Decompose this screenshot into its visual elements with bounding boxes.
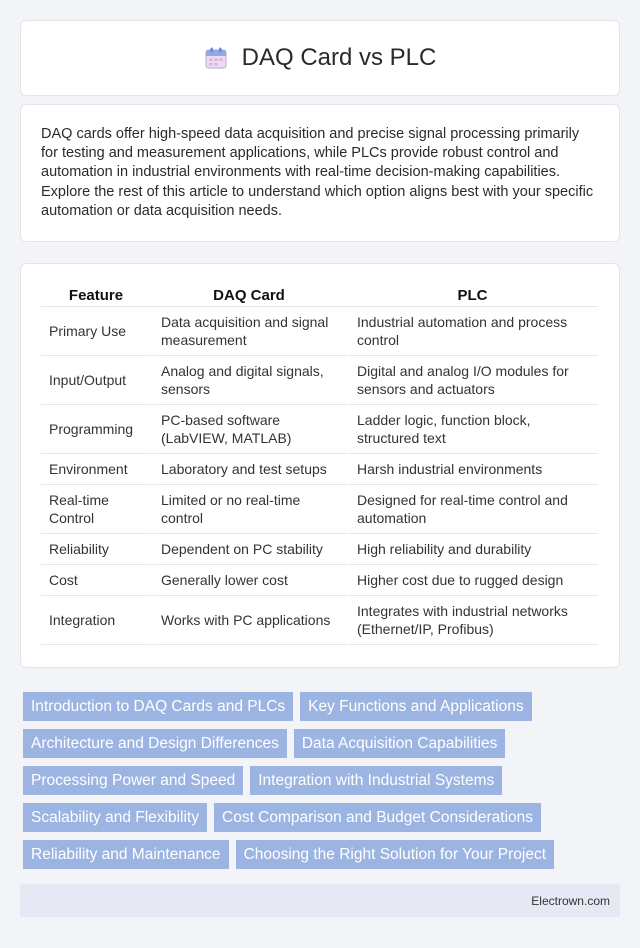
header-daq-card: DAQ Card bbox=[151, 287, 347, 307]
table-header-row bbox=[41, 287, 598, 307]
table-row bbox=[41, 307, 598, 356]
row-feature: Environment bbox=[41, 454, 151, 485]
row-feature: Cost bbox=[41, 565, 151, 596]
tag-scalability[interactable]: Scalability and Flexibility bbox=[23, 803, 207, 832]
tag-processing-power[interactable]: Processing Power and Speed bbox=[23, 766, 243, 795]
table-row bbox=[41, 596, 598, 645]
tag-data-acquisition[interactable]: Data Acquisition Capabilities bbox=[294, 729, 506, 758]
topic-tags bbox=[23, 692, 623, 869]
table-row bbox=[41, 356, 598, 405]
row-plc: Designed for real-time control and automation bbox=[347, 485, 598, 534]
row-plc: High reliability and durability bbox=[347, 534, 598, 565]
title-wrap bbox=[204, 44, 437, 72]
tag-integration[interactable]: Integration with Industrial Systems bbox=[250, 766, 502, 795]
tag-key-functions[interactable]: Key Functions and Applications bbox=[300, 692, 531, 721]
comparison-table bbox=[41, 287, 598, 645]
table-row bbox=[41, 485, 598, 534]
row-feature: Input/Output bbox=[41, 356, 151, 405]
header-card bbox=[20, 20, 620, 96]
row-daq: Works with PC applications bbox=[151, 596, 347, 645]
footer-brand[interactable]: Electrown.com bbox=[531, 893, 610, 908]
table-row bbox=[41, 405, 598, 454]
comparison-table-card bbox=[20, 263, 620, 668]
row-plc: Ladder logic, function block, structured text bbox=[347, 405, 598, 454]
table-row bbox=[41, 534, 598, 565]
page-title: DAQ Card vs PLC bbox=[241, 44, 437, 71]
tag-choosing-solution[interactable]: Choosing the Right Solution for Your Project bbox=[236, 840, 554, 869]
row-daq: Laboratory and test setups bbox=[151, 454, 347, 485]
row-daq: PC-based software (LabVIEW, MATLAB) bbox=[151, 405, 347, 454]
row-daq: Limited or no real-time control bbox=[151, 485, 347, 534]
tag-reliability[interactable]: Reliability and Maintenance bbox=[23, 840, 229, 869]
row-plc: Higher cost due to rugged design bbox=[347, 565, 598, 596]
intro-card bbox=[20, 104, 620, 242]
row-plc: Integrates with industrial networks (Ethernet/IP, Profibus) bbox=[347, 596, 598, 645]
row-daq: Analog and digital signals, sensors bbox=[151, 356, 347, 405]
intro-paragraph: DAQ cards offer high-speed data acquisition and precise signal processing primarily for testing and measurement applications, while PLCs provide robust control and automation in industrial environments with real-time decision-making capabilities. Explore the rest of this article to understand which option aligns best with your specific automation or data acquisition needs. bbox=[41, 126, 594, 219]
row-feature: Primary Use bbox=[41, 307, 151, 356]
row-feature: Programming bbox=[41, 405, 151, 454]
row-feature: Real-time Control bbox=[41, 485, 151, 534]
row-daq: Generally lower cost bbox=[151, 565, 347, 596]
tag-cost-comparison[interactable]: Cost Comparison and Budget Considerations bbox=[214, 803, 541, 832]
row-plc: Digital and analog I/O modules for sensors and actuators bbox=[347, 356, 598, 405]
calendar-icon bbox=[204, 46, 228, 70]
row-plc: Industrial automation and process control bbox=[347, 307, 598, 356]
row-feature: Integration bbox=[41, 596, 151, 645]
row-plc: Harsh industrial environments bbox=[347, 454, 598, 485]
header-plc: PLC bbox=[347, 287, 598, 307]
row-daq: Dependent on PC stability bbox=[151, 534, 347, 565]
footer bbox=[20, 884, 620, 917]
tag-architecture[interactable]: Architecture and Design Differences bbox=[23, 729, 287, 758]
table-row bbox=[41, 454, 598, 485]
tag-introduction[interactable]: Introduction to DAQ Cards and PLCs bbox=[23, 692, 293, 721]
row-feature: Reliability bbox=[41, 534, 151, 565]
table-row bbox=[41, 565, 598, 596]
row-daq: Data acquisition and signal measurement bbox=[151, 307, 347, 356]
header-feature: Feature bbox=[41, 287, 151, 307]
